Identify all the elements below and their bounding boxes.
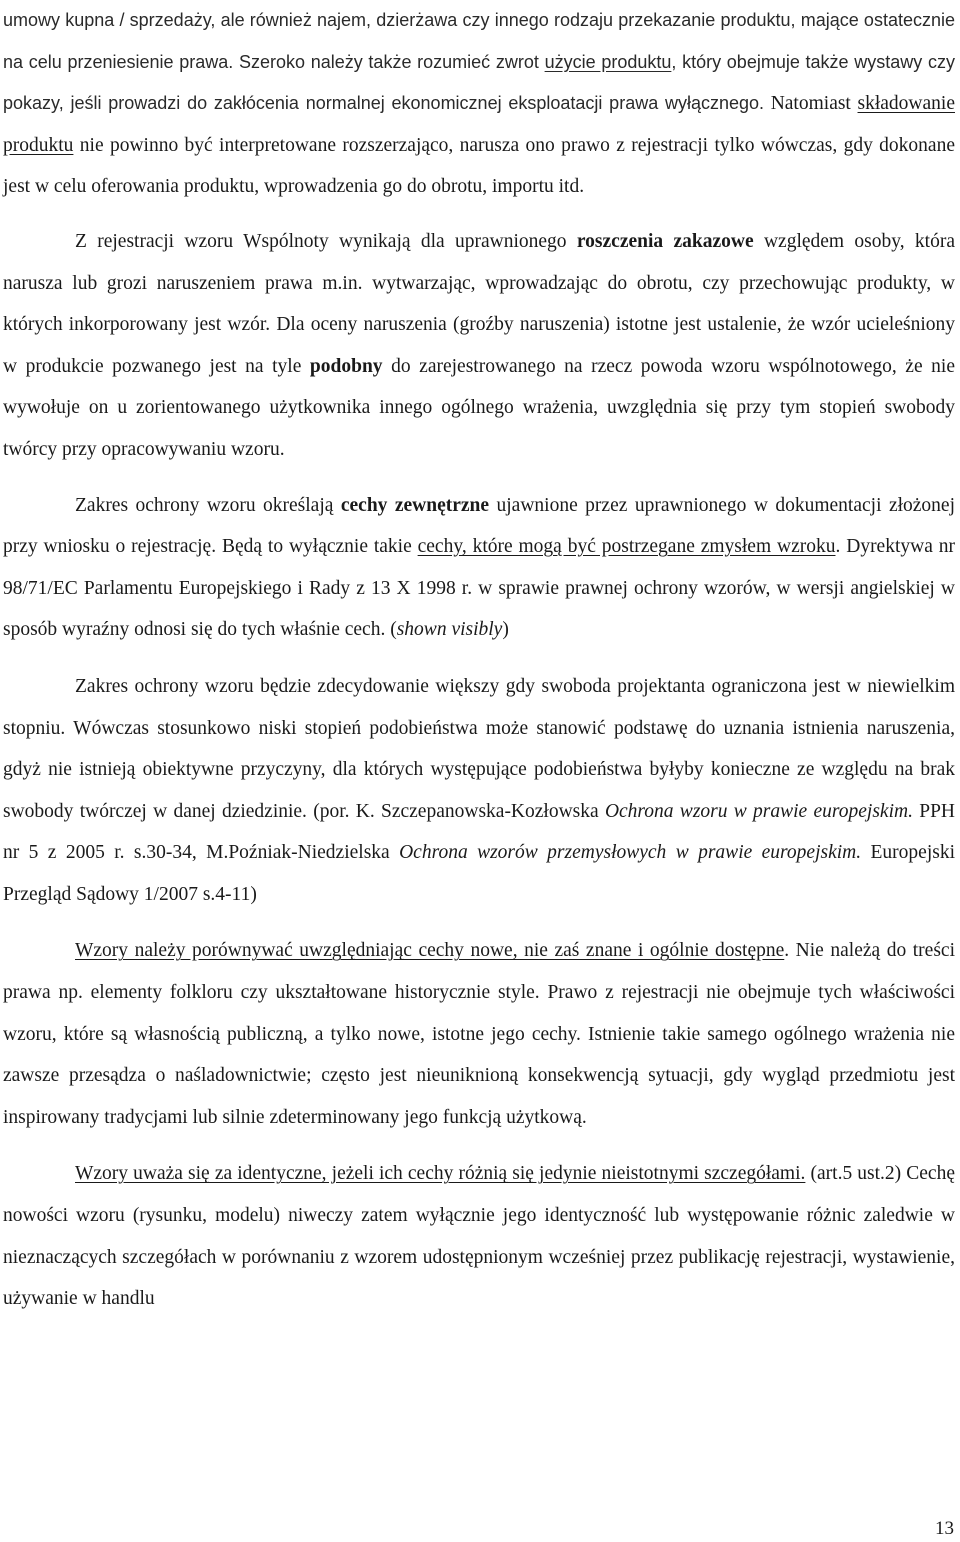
text-span: nie powinno być interpretowane rozszerzająco, narusza ono prawo z rejestracji tylko wówczas, gdy dokonane jest w celu oferowania produktu, wprowadzenia go do obrotu, importu itd. bbox=[3, 134, 955, 198]
text-span: ) bbox=[502, 619, 509, 641]
text-span: , który obejmuje także wystawy czy pokazy, jeśli prowadzi do zakłócenia normalnej ekonomicznej eksploatacji prawa wyłącznego. bbox=[3, 51, 955, 114]
text-span: PPH nr 5 z 2005 r. s.30-34, M.Poźniak-Niedzielska bbox=[3, 800, 955, 864]
text-span: . Dyrektywa nr 98/71/EC Parlamentu Europejskiego i Rady z 13 X 1998 r. w sprawie prawnej ochrony wzorów, w wersji angielskiej w sposób wyraźny odnosi się do tych właśnie cech. ( bbox=[3, 536, 955, 641]
text-span: Z rejestracji wzoru Wspólnoty wynikają dla uprawnionego bbox=[75, 230, 577, 252]
underlined-term-use-of-product: użycie produktu bbox=[544, 51, 672, 72]
text-span: względem osoby, która narusza lub grozi naruszeniem prawa m.in. wytwarzając, wprowadzając do obrotu, czy przechowując produkty, w których inkorporowany jest wzór. Dla oceny naruszenia (groźby naruszenia) istotne jest ustalenie, że wzór ucieleśniony w produkcie pozwanego jest na tyle bbox=[3, 230, 955, 377]
text-span: ujawnione przez uprawnionego w dokumentacji złożonej przy wniosku o rejestrację. Będą to wyłącznie takie bbox=[3, 494, 955, 558]
underlined-statement-compare-new-features: Wzory należy porównywać uwzględniając cechy nowe, nie zaś znane i ogólnie dostępne bbox=[75, 940, 785, 962]
text-span: Zakres ochrony wzoru określają bbox=[75, 494, 341, 516]
text-span: Zakres ochrony wzoru będzie zdecydowanie większy gdy swoboda projektanta ograniczona jest w niewielkim stopniu. Wówczas stosunkowo niski stopień podobieństwa może stanowić podstawę do uznania istnienia naruszenia, gdyż nie istnieją obiektywne przyczyny, dla których występujące podobieństwa byłyby konieczne ze względu na brak swobody twórczej w danej dziedzinie. (por. K. Szczepanowska-Kozłowska bbox=[3, 675, 955, 822]
underlined-term-storage-of-product: składowanie produktu bbox=[3, 93, 955, 156]
paragraph-designer-freedom bbox=[3, 666, 955, 916]
text-span: (art.5 ust.2) Cechę nowości wzoru (rysunku, modelu) niweczy zatem wyłącznie jego identyczność lub występowanie różnic zaledwie w nieznaczących szczegółach w porównaniu z wzorem udostępnionym wcześniej przez publikację rejestracji, wystawienie, używanie w handlu bbox=[3, 1163, 955, 1310]
paragraph-comparison-of-designs bbox=[3, 930, 955, 1138]
bold-term-similar: podobny bbox=[309, 355, 383, 377]
paragraph-identical-designs bbox=[3, 1153, 955, 1319]
paragraph-product-use bbox=[3, 0, 955, 208]
italic-citation-title: Ochrona wzorów przemysłowych w prawie europejskim. bbox=[399, 842, 862, 864]
text-span: umowy kupna / sprzedaży, ale również najem, dzierżawa czy innego rodzaju przekazanie produktu, mające ostatecznie na celu przeniesienie prawa. Szeroko należy także rozumieć zwrot bbox=[3, 10, 955, 72]
underlined-statement-identical-designs: Wzory uważa się za identyczne, jeżeli ich cechy różnią się jedynie nieistotnymi szczegółami. bbox=[75, 1163, 806, 1185]
paragraph-injunction-claims bbox=[3, 221, 955, 471]
document-page bbox=[3, 0, 955, 1320]
italic-citation-title: Ochrona wzoru w prawie europejskim. bbox=[604, 800, 913, 822]
italic-term-shown-visibly: shown visibly bbox=[396, 619, 503, 641]
bold-term-external-features: cechy zewnętrzne bbox=[340, 494, 490, 516]
underlined-term-visible-features: cechy, które mogą być postrzegane zmysłem wzroku bbox=[417, 536, 836, 558]
page-number: 13 bbox=[935, 1518, 954, 1539]
paragraph-scope-of-protection bbox=[3, 485, 955, 651]
text-span: Europejski Przegląd Sądowy 1/2007 s.4-11) bbox=[3, 842, 955, 905]
text-span: . Nie należą do treści prawa np. elementy folkloru czy ukształtowane historycznie style. Prawo z rejestracji nie obejmuje tych właściwości wzoru, które są własnością publiczną, a tylko nowe, istotne jego cechy. Istnienie takie samego ogólnego wrażenia nie zawsze przesądza o naśladownictwie; często jest nieuniknioną konsekwencją sytuacji, gdy wygląd przedmiotu jest inspirowany tradycjami lub silnie zdeterminowany jego funkcją użytkową. bbox=[3, 940, 955, 1128]
text-span: Natomiast bbox=[764, 93, 858, 115]
text-span: do zarejestrowanego na rzecz powoda wzoru wspólnotowego, że nie wywołuje on u zorientowanego użytkownika innego ogólnego wrażenia, uwzględnia się przy tym stopień swobody twórcy przy opracowywaniu wzoru. bbox=[3, 355, 955, 460]
bold-term-injunction-claims: roszczenia zakazowe bbox=[576, 230, 754, 252]
